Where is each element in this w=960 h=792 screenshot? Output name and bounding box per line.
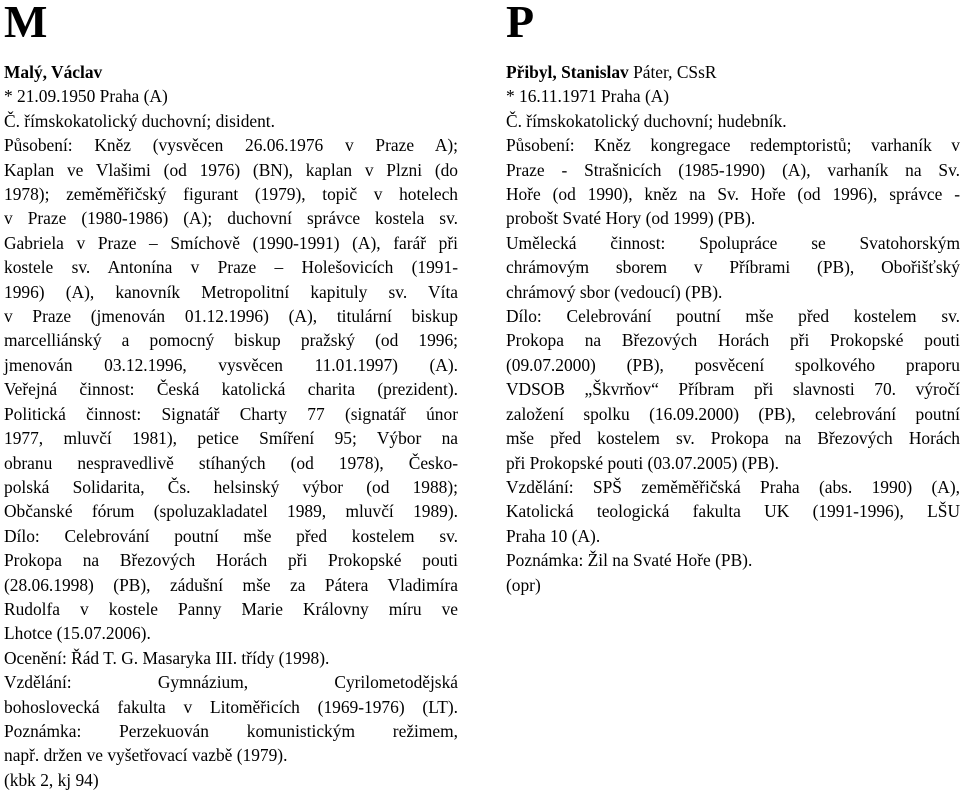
entry-pribyl-stanislav [506,60,960,597]
text-line: založení spolku (16.09.2000) (PB), celebrování poutní [506,403,960,424]
text-line: Působení: Kněz (vysvěcen 26.06.1976 v Praze A); [4,135,458,156]
entry-heading [506,60,960,84]
text-line: kostele sv. Antonína v Praze – Holešovicích (1991- [4,257,458,278]
left-column [4,0,458,792]
text-line: Č. římskokatolický duchovní; hudebník. [506,110,787,131]
entry-maly-vaclav [4,60,458,792]
text-line: Katolická teologická fakulta UK (1991-1996), LŠU [506,501,960,522]
text-line: Ocenění: Řád T. G. Masaryka III. třídy (1998). [4,647,330,668]
text-line: jmenován 03.12.1996, vysvěcen 11.01.1997) (A). [4,354,458,375]
text-line: Gabriela v Praze – Smíchově (1990-1991) (A), farář při [4,232,458,253]
entry-body [506,84,960,597]
text-line: Dílo: Celebrování poutní mše před kostelem sv. [4,525,458,546]
text-line: Praze - Strašnicích (1985-1990) (A), varhaník na Sv. [506,159,960,180]
text-line: Č. římskokatolický duchovní; disident. [4,110,275,131]
text-line: Vzdělání: Gymnázium, Cyrilometodějská [4,672,458,693]
text-line: (28.06.1998) (PB), zádušní mše za Pátera Vladimíra [4,574,458,595]
text-line: chrámovým sborem v Příbrami (PB), Obořišťský [506,257,960,278]
text-line: VDSOB „Škvrňov“ Příbram při slavnosti 70. výročí [506,379,960,400]
text-line: Poznámka: Žil na Svaté Hoře (PB). [506,550,753,571]
text-line: Kaplan ve Vlašimi (od 1976) (BN), kaplan v Plzni (do [4,159,458,180]
text-line: 1977, mluvčí 1981), petice Smíření 95; Výbor na [4,428,458,449]
text-line: marcelliánský a pomocný biskup pražský (od 1996; [4,330,458,351]
text-line: Politická činnost: Signatář Charty 77 (signatář únor [4,403,458,424]
text-line: Působení: Kněz kongregace redemptoristů; varhaník v [506,135,960,156]
text-line: Poznámka: Perzekuován komunistickým režimem, [4,720,458,741]
entry-name: Malý, Václav [4,62,103,82]
text-line: Hoře (od 1990), kněz na Sv. Hoře (od 1996), správce - [506,184,960,205]
text-line: (09.07.2000) (PB), posvěcení spolkového praporu [506,354,960,375]
text-line: Veřejná činnost: Česká katolická charita (prezident). [4,379,458,400]
text-line: (opr) [506,574,541,595]
right-column [506,0,960,597]
text-line: v Praze (jmenován 01.12.1996) (A), titulární biskup [4,306,458,327]
text-line: obranu nespravedlivě stíhaných (od 1978), Česko- [4,452,458,473]
entry-name-suffix: Páter, CSsR [628,62,717,82]
text-line: např. držen ve vyšetřovací vazbě (1979). [4,745,288,766]
text-line: Občanské fórum (spoluzakladatel 1989, mluvčí 1989). [4,501,458,522]
text-line: probošt Svaté Hory (od 1999) (PB). [506,208,756,229]
text-line: při Prokopské pouti (03.07.2005) (PB). [506,452,779,473]
entry-name: Přibyl, Stanislav [506,62,629,82]
entry-body [4,84,458,792]
text-line: Umělecká činnost: Spolupráce se Svatohorským [506,232,960,253]
text-line: mše před kostelem sv. Prokopa na Březových Horách [506,428,960,449]
section-letter-m: M [4,0,48,47]
text-line: 1978); zeměměřičský figurant (1979), topič v hotelech [4,184,458,205]
text-line: 1996) (A), kanovník Metropolitní kapituly sv. Víta [4,281,458,302]
text-line: v Praze (1980-1986) (A); duchovní správce kostela sv. [4,208,458,229]
text-line: (kbk 2, kj 94) [4,769,99,790]
text-line: Lhotce (15.07.2006). [4,623,151,644]
text-line: Vzdělání: SPŠ zeměměřičská Praha (abs. 1990) (A), [506,476,960,497]
text-line: Rudolfa v kostele Panny Marie Královny míru ve [4,598,458,619]
text-line: Praha 10 (A). [506,525,601,546]
text-line: Dílo: Celebrování poutní mše před kostelem sv. [506,306,960,327]
text-line: * 21.09.1950 Praha (A) [4,86,168,107]
text-line: chrámový sbor (vedoucí) (PB). [506,281,723,302]
section-letter-p: P [506,0,535,47]
text-line: Prokopa na Březových Horách při Prokopské pouti [4,550,458,571]
text-line: * 16.11.1971 Praha (A) [506,86,670,107]
text-line: Prokopa na Březových Horách při Prokopské pouti [506,330,960,351]
text-line: bohoslovecká fakulta v Litoměřicích (1969-1976) (LT). [4,696,458,717]
text-line: polská Solidarita, Čs. helsinský výbor (od 1988); [4,476,458,497]
